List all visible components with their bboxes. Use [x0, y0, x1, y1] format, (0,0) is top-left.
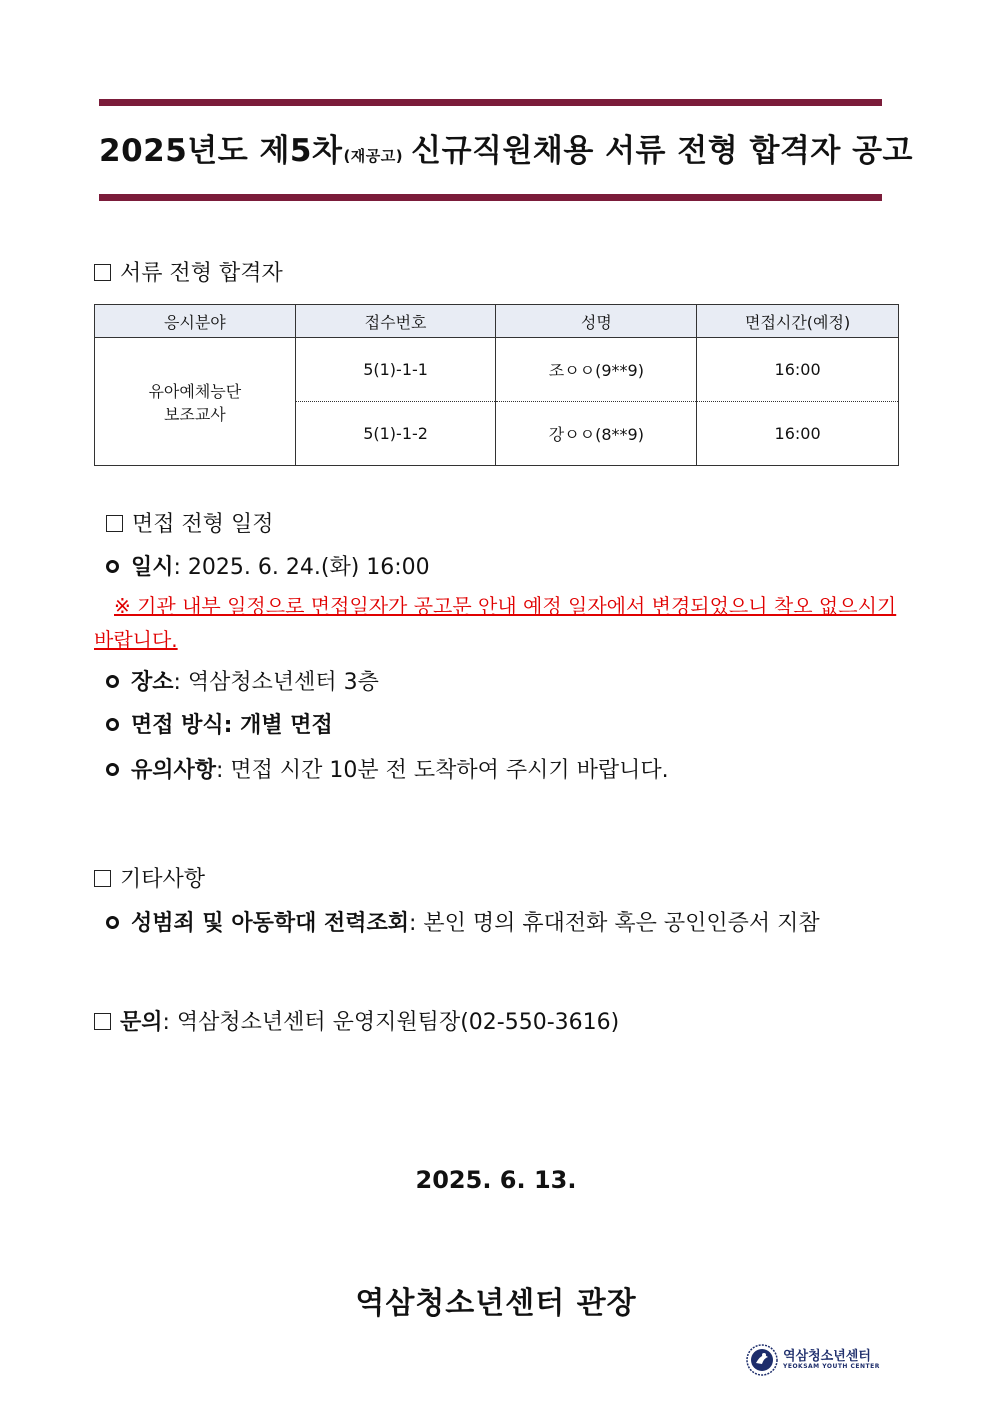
bullet-circle-icon [106, 763, 119, 776]
schedule-item: 일시: 2025. 6. 24.(화) 16:00 [106, 550, 430, 581]
section-etc-heading: 기타사항 [94, 862, 205, 893]
section-passers-heading: 서류 전형 합격자 [94, 256, 283, 287]
cell-name: 조ㅇㅇ(9**9) [496, 338, 697, 402]
center-logo [746, 1344, 880, 1376]
section-interview-heading: 면접 전형 일정 [106, 507, 274, 538]
method-item: 면접 방식: 개별 면접 [106, 708, 333, 739]
header-time: 면접시간(예정) [697, 305, 899, 338]
passers-table [94, 304, 899, 466]
checkbox-square-icon [94, 264, 111, 281]
title-top-bar [99, 99, 882, 106]
contact-line: 문의: 역삼청소년센터 운영지원팀장(02-550-3616) [94, 1005, 619, 1036]
cell-field: 유아예체능단 보조교사 [95, 338, 296, 466]
checkbox-square-icon [94, 870, 111, 887]
announcement-date: 2025. 6. 13. [415, 1166, 577, 1194]
signature: 역삼청소년센터 관장 [355, 1286, 637, 1321]
cell-time: 16:00 [697, 402, 899, 466]
checkbox-square-icon [106, 515, 123, 532]
title-bottom-bar [99, 194, 882, 201]
emblem-icon [746, 1344, 778, 1376]
logo-english-name: YEOKSAM YOUTH CENTER [783, 1362, 880, 1370]
cell-number: 5(1)-1-1 [295, 338, 496, 402]
cell-number: 5(1)-1-2 [295, 402, 496, 466]
cell-time: 16:00 [697, 338, 899, 402]
checkbox-square-icon [94, 1013, 111, 1030]
note-item: 유의사항: 면접 시간 10분 전 도착하여 주시기 바랍니다. [106, 753, 669, 784]
bullet-circle-icon [106, 718, 119, 731]
place-item: 장소: 역삼청소년센터 3층 [106, 665, 379, 696]
cell-name: 강ㅇㅇ(8**9) [496, 402, 697, 466]
bullet-circle-icon [106, 916, 119, 929]
schedule-change-notice: ※ 기관 내부 일정으로 면접일자가 공고문 안내 예정 일자에서 변경되었으니 착오 없으시기 바랍니다. [94, 594, 897, 652]
header-name: 성명 [496, 305, 697, 338]
background-check-item: 성범죄 및 아동학대 전력조회: 본인 명의 휴대전화 혹은 공인인증서 지참 [106, 906, 820, 937]
table-header-row [95, 305, 899, 338]
header-number: 접수번호 [295, 305, 496, 338]
table-row [95, 338, 899, 402]
bullet-circle-icon [106, 675, 119, 688]
page-title: 2025년도 제5차(재공고) 신규직원채용 서류 전형 합격자 공고 [99, 133, 913, 169]
header-field: 응시분야 [95, 305, 296, 338]
bullet-circle-icon [106, 560, 119, 573]
logo-korean-name: 역삼청소년센터 [783, 1349, 871, 1365]
